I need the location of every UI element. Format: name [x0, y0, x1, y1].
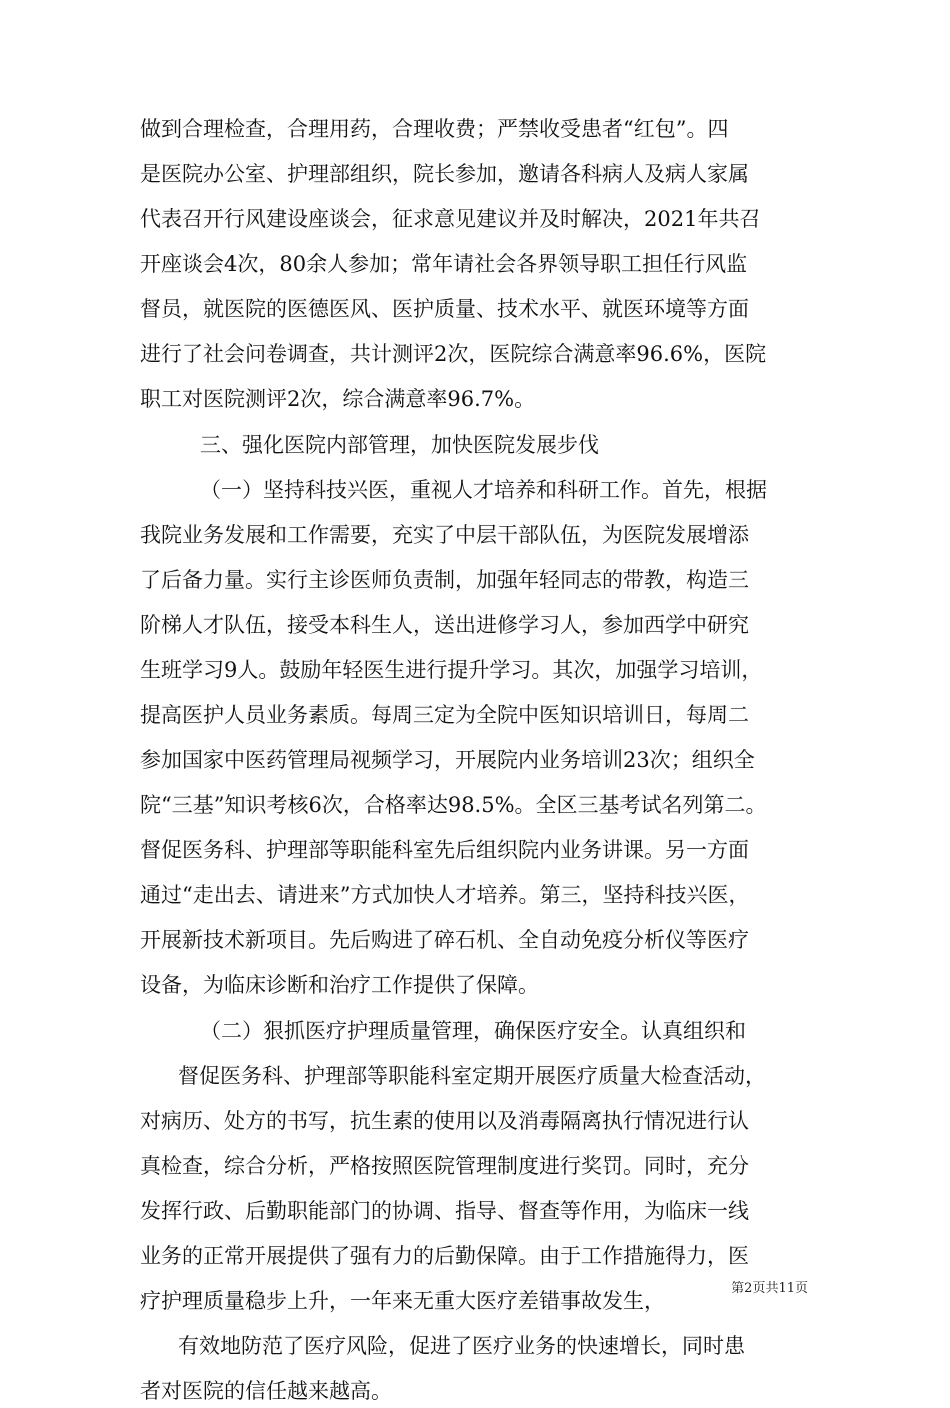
text-line-18: 通过“走出去、请进来”方式加快人才培养。第三，坚持科技兴医， — [140, 883, 750, 907]
text-line-7: 职工对医院测评2次，综合满意率96.7%。 — [140, 387, 536, 411]
text-line-13: 生班学习9人。鼓励年轻医生进行提升学习。其次，加强学习培训， — [140, 658, 763, 682]
text-line-24: 真检查，综合分析，严格按照医院管理制度进行奖罚。同时，充分 — [140, 1154, 749, 1178]
text-line-20: 设备，为临床诊断和治疗工作提供了保障。 — [140, 973, 539, 997]
text-line-19: 开展新技术新项目。先后购进了碎石机、全自动免疫分析仪等医疗 — [140, 928, 749, 952]
text-line-4: 开座谈会4次，80余人参加；常年请社会各界领导职工担任行风监 — [140, 252, 748, 276]
text-line-12: 阶梯人才队伍，接受本科生人，送出进修学习人，参加西学中研究 — [140, 613, 749, 637]
text-line-17: 督促医务科、护理部等职能科室先后组织院内业务讲课。另一方面 — [140, 838, 749, 862]
text-line-11: 了后备力量。实行主诊医师负责制，加强年轻同志的带教，构造三 — [140, 568, 749, 592]
text-line-27: 疗护理质量稳步上升，一年来无重大医疗差错事故发生， — [140, 1289, 665, 1313]
text-line-9: （一）坚持科技兴医，重视人才培养和科研工作。首先，根据 — [200, 478, 767, 502]
section-heading: 三、强化医院内部管理，加快医院发展步伐 — [200, 433, 599, 457]
text-line-3: 代表召开行风建设座谈会，征求意见建议并及时解决，2021年共召 — [140, 207, 761, 231]
text-line-6: 进行了社会问卷调查，共计测评2次，医院综合满意率96.6%，医院 — [140, 342, 767, 366]
text-line-5: 督员，就医院的医德医风、医护质量、技术水平、就医环境等方面 — [140, 297, 749, 321]
text-line-26: 业务的正常开展提供了强有力的后勤保障。由于工作措施得力，医 — [140, 1244, 749, 1268]
text-line-25: 发挥行政、后勤职能部门的协调、指导、督查等作用，为临床一线 — [140, 1199, 749, 1223]
text-line-1: 做到合理检查，合理用药，合理收费；严禁收受患者“红包”。四 — [140, 117, 729, 141]
text-line-28: 有效地防范了医疗风险，促进了医疗业务的快速增长，同时患 — [178, 1334, 745, 1358]
text-line-23: 对病历、处方的书写，抗生素的使用以及消毒隔离执行情况进行认 — [140, 1109, 749, 1133]
page-number: 第2页共11页 — [731, 1281, 808, 1296]
text-line-21: （二）狠抓医疗护理质量管理，确保医疗安全。认真组织和 — [200, 1019, 746, 1043]
text-line-22: 督促医务科、护理部等职能科室定期开展医疗质量大检查活动， — [178, 1064, 766, 1088]
text-line-29: 者对医院的信任越来越高。 — [140, 1379, 392, 1403]
text-line-2: 是医院办公室、护理部组织，院长参加，邀请各科病人及病人家属 — [140, 162, 749, 186]
text-line-10: 我院业务发展和工作需要，充实了中层干部队伍，为医院发展增添 — [140, 523, 749, 547]
text-line-14: 提高医护人员业务素质。每周三定为全院中医知识培训日，每周二 — [140, 703, 749, 727]
text-line-16: 院“三基”知识考核6次，合格率达98.5%。全区三基考试名列第二。 — [140, 793, 767, 817]
text-line-15: 参加国家中医药管理局视频学习，开展院内业务培训23次；组织全 — [140, 748, 755, 772]
